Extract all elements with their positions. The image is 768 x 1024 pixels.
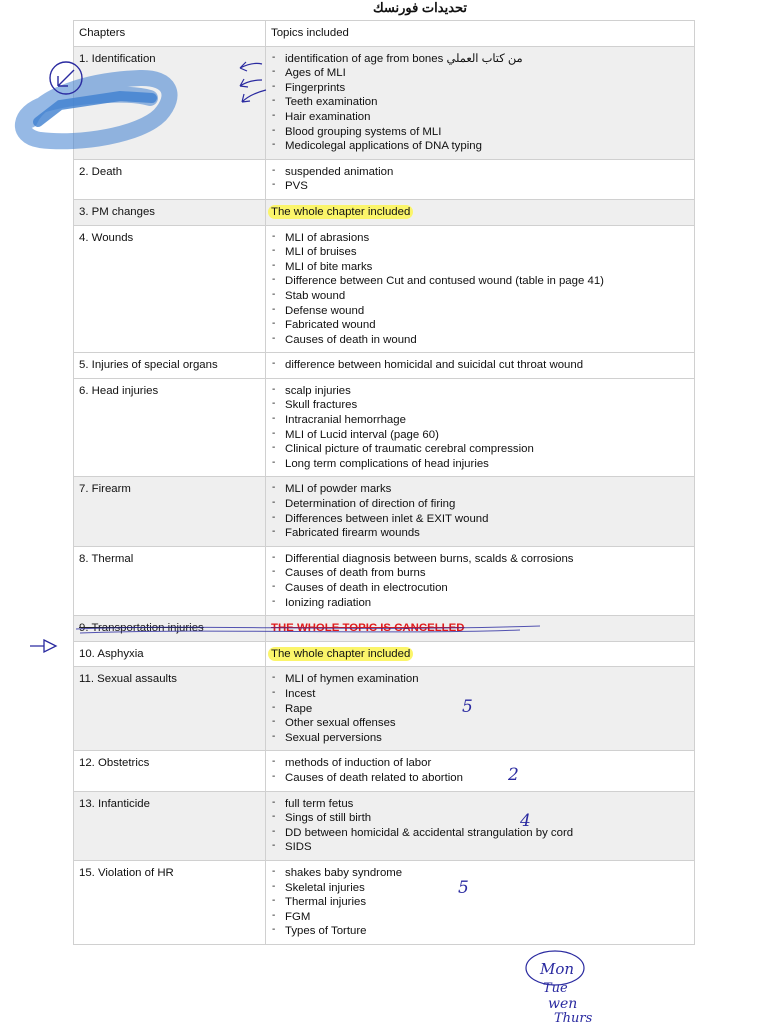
table-row — [74, 641, 695, 667]
topic-item: - Incest — [271, 687, 689, 702]
table-row — [74, 225, 695, 353]
handwritten-day: wen — [548, 996, 578, 1012]
chapter-cell: 3. PM changes — [74, 199, 266, 225]
table-row — [74, 667, 695, 751]
syllabus-table — [73, 20, 695, 945]
topic-item: - Blood grouping systems of MLI — [271, 125, 689, 140]
topic-item: - DD between homicidal & accidental strangulation by cord — [271, 826, 689, 841]
topic-item: - Teeth examination — [271, 95, 689, 110]
topic-item: - PVS — [271, 179, 689, 194]
topic-item: - MLI of bruises — [271, 245, 689, 260]
topic-item: - scalp injuries — [271, 384, 689, 399]
table-row — [74, 791, 695, 860]
topic-item: - Skeletal injuries — [271, 881, 689, 896]
topics-cell — [266, 616, 695, 642]
topic-item: - Hair examination — [271, 110, 689, 125]
topic-item: - FGM — [271, 910, 689, 925]
topics-cell — [266, 860, 695, 944]
handwritten-day: Mon — [540, 960, 575, 978]
topic-item: - SIDS — [271, 840, 689, 855]
topic-item: - full term fetus — [271, 797, 689, 812]
handwritten-count: 5 — [462, 697, 473, 717]
handwritten-day: Tue — [543, 981, 568, 996]
handwritten-count: 2 — [508, 765, 519, 785]
topic-item: - Causes of death in wound — [271, 333, 689, 348]
header-chapters: Chapters — [74, 21, 266, 47]
topic-item: - shakes baby syndrome — [271, 866, 689, 881]
topic-item: - Fingerprints — [271, 81, 689, 96]
topic-item: - Skull fractures — [271, 398, 689, 413]
topic-item: - Intracranial hemorrhage — [271, 413, 689, 428]
circle-mark — [526, 951, 584, 985]
topic-item: - Long term complications of head injuries — [271, 457, 689, 472]
topic-item: - suspended animation — [271, 165, 689, 180]
topics-cell — [266, 546, 695, 615]
topic-item: - difference between homicidal and suicidal cut throat wound — [271, 358, 689, 373]
table-row — [74, 616, 695, 642]
topic-item: - Stab wound — [271, 289, 689, 304]
topic-item: - Causes of death related to abortion — [271, 771, 689, 786]
arrow-icon — [30, 640, 56, 652]
arrow-mark — [58, 70, 74, 86]
table-row — [74, 378, 695, 477]
topics-cell — [266, 199, 695, 225]
topic-item: - Differential diagnosis between burns, scalds & corrosions — [271, 552, 689, 567]
cancelled-chapter: 9. Transportation injuries — [79, 622, 204, 635]
table-row — [74, 477, 695, 546]
handwritten-count: 4 — [520, 811, 531, 831]
topic-item: - Sexual perversions — [271, 731, 689, 746]
topic-item: - Causes of death from burns — [271, 566, 689, 581]
topic-item: - Ages of MLI — [271, 66, 689, 81]
topic-item: - methods of induction of labor — [271, 756, 689, 771]
topics-cell — [266, 46, 695, 159]
topic-item: - Differences between inlet & EXIT wound — [271, 512, 689, 527]
table-row — [74, 353, 695, 379]
topics-cell — [266, 159, 695, 199]
chapter-cell: 10. Asphyxia — [74, 641, 266, 667]
topic-item: - Rape — [271, 702, 689, 717]
cancelled-note: THE WHOLE TOPIC IS CANCELLED — [271, 622, 465, 635]
topic-item: - Thermal injuries — [271, 895, 689, 910]
topics-cell — [266, 353, 695, 379]
topics-cell — [266, 378, 695, 477]
topic-item: - MLI of hymen examination — [271, 672, 689, 687]
handwritten-day: Thurs — [554, 1011, 593, 1024]
chapter-cell: 6. Head injuries — [74, 378, 266, 477]
chapter-cell: 1. Identification — [74, 46, 266, 159]
table-row — [74, 199, 695, 225]
topics-cell — [266, 667, 695, 751]
topic-item: - identification of age from bones من كتاب العملي — [271, 52, 689, 67]
chapter-cell — [74, 616, 266, 642]
highlighted-note: The whole chapter included — [268, 205, 413, 219]
highlighted-note: The whole chapter included — [268, 647, 413, 661]
table-row — [74, 751, 695, 791]
chapter-cell: 2. Death — [74, 159, 266, 199]
header-topics: Topics included — [266, 21, 695, 47]
topics-cell — [266, 791, 695, 860]
topics-cell — [266, 751, 695, 791]
table-row — [74, 46, 695, 159]
table-header-row — [74, 21, 695, 47]
table-row — [74, 159, 695, 199]
topic-item: - Fabricated firearm wounds — [271, 526, 689, 541]
topic-item: - MLI of bite marks — [271, 260, 689, 275]
chapter-cell: 12. Obstetrics — [74, 751, 266, 791]
handwritten-count: 5 — [458, 878, 469, 898]
chapter-cell: 4. Wounds — [74, 225, 266, 353]
table-row — [74, 860, 695, 944]
topics-cell — [266, 477, 695, 546]
topic-item: - Fabricated wound — [271, 318, 689, 333]
topic-item: - Ionizing radiation — [271, 596, 689, 611]
chapter-cell: 15. Violation of HR — [74, 860, 266, 944]
topic-item: - Sings of still birth — [271, 811, 689, 826]
topic-item: - Other sexual offenses — [271, 716, 689, 731]
topic-item: - MLI of powder marks — [271, 482, 689, 497]
chapter-cell: 13. Infanticide — [74, 791, 266, 860]
topic-item: - MLI of abrasions — [271, 231, 689, 246]
topic-item: - Difference between Cut and contused wound (table in page 41) — [271, 274, 689, 289]
topic-item: - Types of Torture — [271, 924, 689, 939]
topics-cell — [266, 225, 695, 353]
topic-item: - Clinical picture of traumatic cerebral compression — [271, 442, 689, 457]
chapter-cell: 8. Thermal — [74, 546, 266, 615]
chapter-cell: 11. Sexual assaults — [74, 667, 266, 751]
topics-cell — [266, 641, 695, 667]
table-row — [74, 546, 695, 615]
topic-item: - Defense wound — [271, 304, 689, 319]
chapter-cell: 5. Injuries of special organs — [74, 353, 266, 379]
chapter-cell: 7. Firearm — [74, 477, 266, 546]
topic-item: - Causes of death in electrocution — [271, 581, 689, 596]
page-title: تحديدات فورنسك — [372, 0, 468, 15]
topic-item: - Medicolegal applications of DNA typing — [271, 139, 689, 154]
topic-item: - Determination of direction of firing — [271, 497, 689, 512]
topic-item: - MLI of Lucid interval (page 60) — [271, 428, 689, 443]
